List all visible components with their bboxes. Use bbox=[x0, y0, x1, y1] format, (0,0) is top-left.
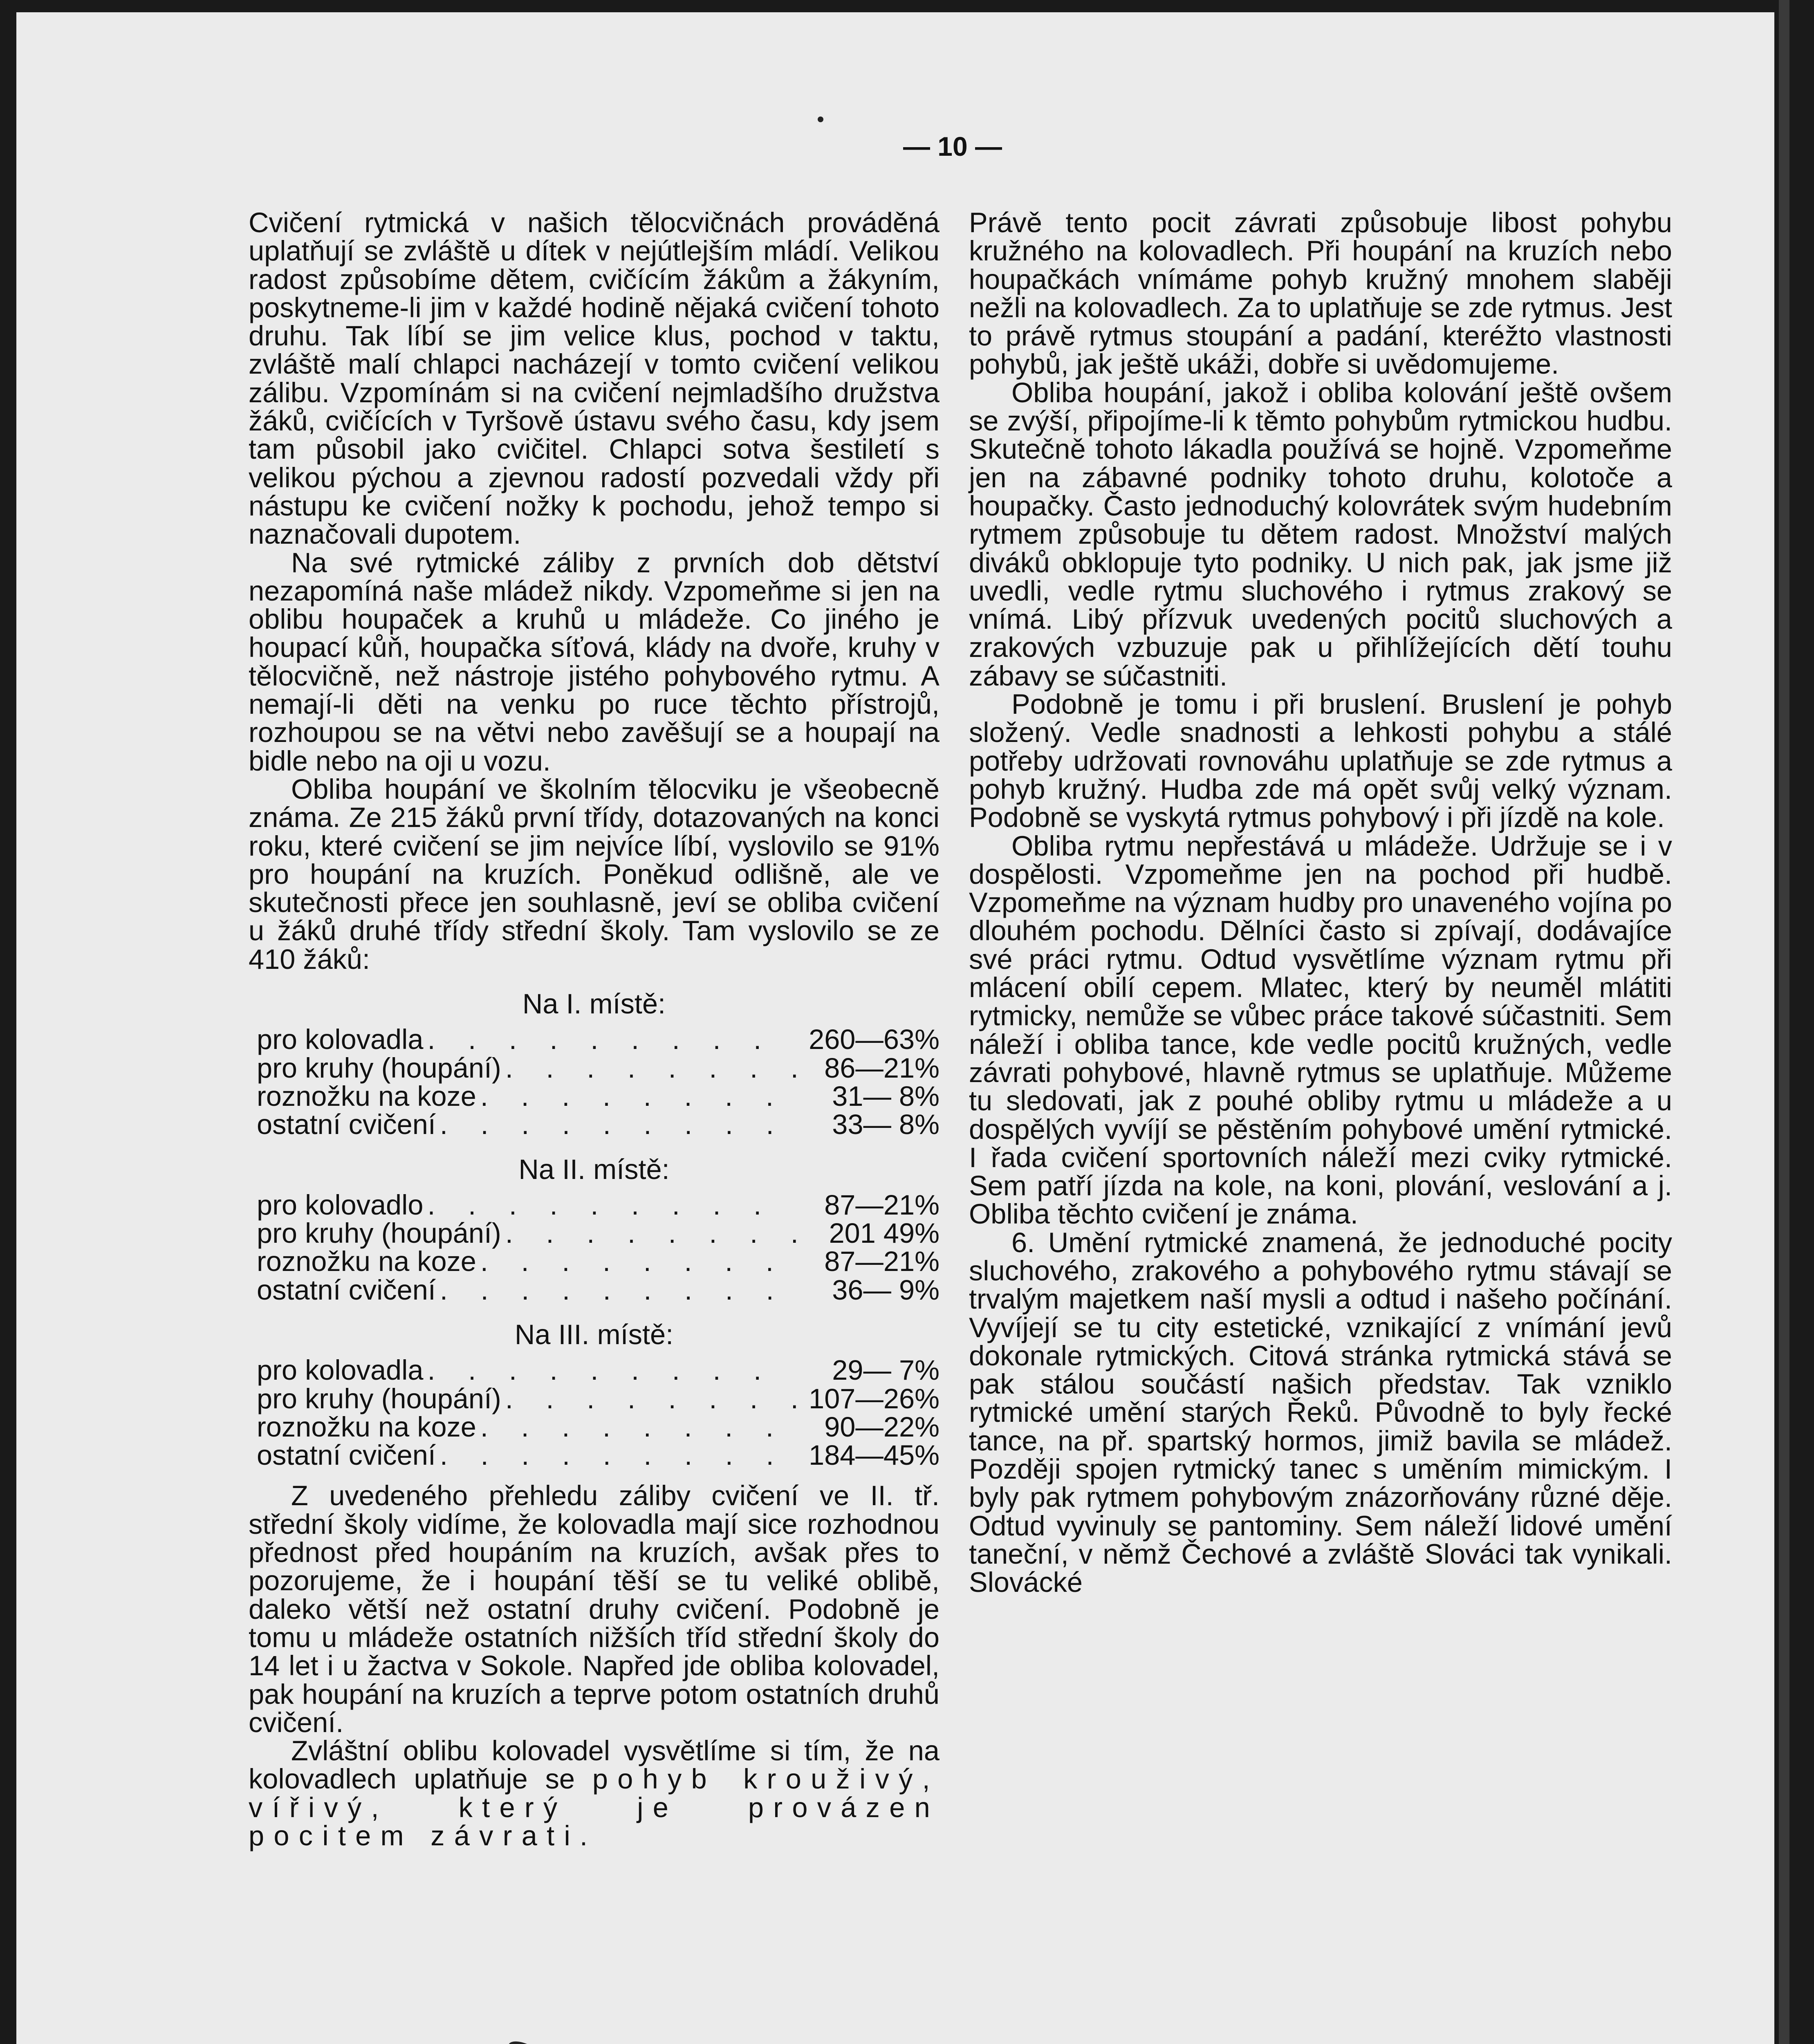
table-row bbox=[257, 1024, 940, 1056]
row-value: 86—21% bbox=[824, 1052, 940, 1084]
paragraph-rhythmic-preferences: Na své rytmické záliby z prvních dob dětství nezapomíná naše mládež nikdy. Vzpomeňme si jen na oblibu houpaček a kruhů u mládeže. Co jiného je houpací kůň, houpačka síťová, klády na dvoře, kruhy v tělocvičně, než nástroje jistého pohybového rytmu. A nemají-li děti na venku po ruce těchto přístrojů, rozhoupou se na větvi nebo zavěšují se a houpají na bidle nebo na oji u vozu. bbox=[249, 547, 940, 777]
paragraph-spinning-intro-text: Zvláštní oblibu kolovadel vysvětlíme si tím, že na kolovadlech uplatňuje se bbox=[249, 1735, 940, 1795]
paragraph-spinning-intro bbox=[249, 1737, 940, 1850]
table-row bbox=[257, 1385, 940, 1413]
row-label: ostatní cvičení bbox=[257, 1274, 436, 1306]
row-value: 201 49% bbox=[829, 1217, 940, 1249]
table-row bbox=[257, 1191, 940, 1219]
paragraph-rhythmic-art: 6. Umění rytmické znamená, že jednoduché pocity sluchového, zrakového a pohybového rytmu stávají se trvalým majetkem naší mysli a odtud i našeho počínání. Vyvíjejí se tu city estetické, vznikající z vnímání jevů dokonale rytmických. Citová stránka rytmická stává se pak stálou součástí našich představ. Tak vzniklo rytmické umění starých Řeků. Původně to byly řecké tance, na př. spartský hormos, jimiž bavila se mládež. Později spojen rytmický tanec s uměním mimickým. I byly pak rytmem pohybovým znázorňovány různé děje. Odtud vyvinuly se pantominy. Sem náleží lidové umění taneční, v němž Čechové a zvláště Slováci tak vynikali. Slovácké bbox=[969, 1226, 1672, 1598]
leader-dots bbox=[427, 1025, 796, 1053]
left-column bbox=[249, 208, 940, 1850]
leader-dots bbox=[440, 1276, 796, 1304]
table-heading-first-place: Na I. místě: bbox=[522, 988, 666, 1020]
row-label: ostatní cvičení bbox=[257, 1109, 436, 1141]
paragraph-adulthood: Obliba rytmu nepřestává u mládeže. Udržuje se i v dospělosti. Vzpomeňme jen na pochod při hudbě. Vzpomeňme na význam hudby pro unaveného vojína po dlouhém pochodu. Dělníci často si zpívají, dodávajíce své práci rytmu. Odtud vysvětlíme význam rytmu při mlácení obilí cepem. Mlatec, který by neuměl mlátiti rytmicky, nemůže se vůbec práce takové súčastniti. Sem náleží i obliba tance, kde vedle pocitů kružných, vedle závrati pohybové, hlavně rytmus se uplatňuje. Můžeme tu sledovati, jak z pouhé obliby rytmu u mládeže a u dospělých vyvíjí se pěstěním pohybové umění rytmické. I řada cvičení sportovních náleží mezi cviky rytmické. Sem patří jízda na kole, na koni, plování, veslování a j. Obliba těchto cvičení je známa. bbox=[969, 830, 1672, 1230]
row-value: 31— 8% bbox=[832, 1080, 940, 1112]
row-label: roznožku na koze bbox=[257, 1246, 476, 1278]
row-label: pro kruhy (houpání) bbox=[257, 1383, 501, 1414]
paragraph-music: Obliba houpání, jakož i obliba kolování ještě ovšem se zvýší, připojíme-li k těmto pohybům rytmickou hudbu. Skutečně tohoto lákadla používá se hojně. Vzpomeňme jen na zábavné podniky tohoto druhu, kolotoče a houpačky. Často jednoduchý kolovrátek svým hudebním rytmem způsobuje tu dětem radost. Množství malých diváků obklopuje tyto podniky. U nich pak, jak jsme již uvedli, vedle rytmu sluchového i rytmus zrakový se vnímá. Libý přízvuk uvedených pocitů sluchových a zrakových vzbuzuje pak u přihlížejících dětí touhu zábavy se súčastniti. bbox=[969, 377, 1672, 692]
table-row bbox=[257, 1356, 940, 1384]
table-heading-second-place: Na II. místě: bbox=[518, 1153, 670, 1185]
row-label: pro kruhy (houpání) bbox=[257, 1052, 501, 1084]
row-label: pro kruhy (houpání) bbox=[257, 1217, 501, 1249]
leader-dots bbox=[440, 1441, 796, 1469]
leader-dots bbox=[427, 1191, 796, 1219]
leader-dots bbox=[480, 1082, 796, 1110]
ink-speck bbox=[818, 117, 823, 122]
table-row bbox=[257, 1246, 940, 1278]
row-value: 260—63% bbox=[809, 1024, 940, 1056]
paragraph-skating: Podobně je tomu i při bruslení. Bruslení je pohyb složený. Vedle snadnosti a lehkosti pohybu a stálé potřeby udržovati rovnováhu uplatňuje se zde rytmus a pohyb kružný. Hudba zde má opět svůj velký význam. Podobně se vyskytá rytmus pohybový i při jízdě na kole. bbox=[969, 688, 1672, 834]
leader-dots bbox=[480, 1247, 796, 1275]
row-label: pro kolovadla bbox=[257, 1354, 424, 1386]
leader-dots bbox=[427, 1356, 796, 1384]
scanned-page bbox=[16, 12, 1774, 2044]
table-heading-third-place: Na III. místě: bbox=[514, 1318, 674, 1350]
paragraph-dizziness: Právě tento pocit závrati způsobuje libost pohybu kružného na kolovadlech. Při houpání na kruzích nebo houpačkách vnímáme pohyb kružný mnohem slaběji nežli na kolovadlech. Za to uplatňuje se zde rytmus. Jest to právě rytmus stoupání a padání, kteréžto vlastnosti pohybů, jak ještě ukáži, dobře si uvědomujeme. bbox=[969, 207, 1672, 380]
row-value: 36— 9% bbox=[832, 1274, 940, 1306]
row-label: roznožku na koze bbox=[257, 1411, 476, 1443]
row-label: pro kolovadlo bbox=[257, 1189, 424, 1221]
leader-dots bbox=[505, 1054, 796, 1082]
paragraph-survey-conclusion: Z uvedeného přehledu záliby cvičení ve II. tř. střední školy vidíme, že kolovadla mají sice rozhodnou přednost před houpáním na kruzích, avšak přes to pozorujeme, že i houpání těší se tu veliké oblibě, daleko větší než ostatní druhy cvičení. Podobně je tomu u mládeže ostatních nižších tříd střední školy do 14 let i u žactva v Sokole. Napřed jde obliba kolovadel, pak houpání na kruzích a teprve potom ostatních druhů cvičení. bbox=[249, 1480, 940, 1738]
row-label: roznožku na koze bbox=[257, 1080, 476, 1112]
row-label: pro kolovadla bbox=[257, 1024, 424, 1056]
table-row bbox=[257, 1082, 940, 1110]
survey-table bbox=[249, 990, 940, 1481]
table-row bbox=[257, 1110, 940, 1139]
table-row bbox=[257, 1441, 940, 1469]
row-value: 90—22% bbox=[824, 1411, 940, 1443]
row-value: 184—45% bbox=[809, 1439, 940, 1471]
row-label: ostatní cvičení bbox=[257, 1439, 436, 1471]
leader-dots bbox=[440, 1110, 796, 1139]
paragraph-swinging-popularity: Obliba houpání ve školním tělocviku je všeobecně známa. Ze 215 žáků první třídy, dotazovaných na konci roku, které cvičení se jim nejvíce líbí, vyslovilo se 91% pro houpání na kruzích. Poněkud odlišně, ale ve skutečnosti přece jen souhlasně, jeví se obliba cvičení u žáků druhé třídy střední školy. Tam vyslovilo se ze 410 žáků: bbox=[249, 773, 940, 975]
ink-speck bbox=[505, 2037, 545, 2044]
row-value: 29— 7% bbox=[832, 1354, 940, 1386]
row-value: 87—21% bbox=[824, 1246, 940, 1278]
row-value: 33— 8% bbox=[832, 1109, 940, 1141]
page-number: — 10 — bbox=[903, 131, 1002, 161]
binding-edge bbox=[1779, 0, 1789, 2044]
paragraph-intro: Cvičení rytmická v našich tělocvičnách prováděná uplatňují se zvláště u dítek v nejútlejším mládí. Velikou radost způsobíme dětem, cvičícím žákům a žákyním, poskytneme-li jim v každé hodině nějaká cvičení tohoto druhu. Tak líbí se jim velice klus, pochod v taktu, zvláště malí chlapci nacházejí v tomto cvičení velikou zálibu. Vzpomínám si na cvičení nejmladšího družstva žáků, cvičících v Tyršově ústavu svého času, kdy jsem tam působil jako cvičitel. Chlapci sotva šestiletí s velikou pýchou a zjevnou radostí pozvedali vždy při nástupu ke cvičení nožky k pochodu, jehož tempo si naznačovali dupotem. bbox=[249, 207, 940, 550]
leader-dots bbox=[505, 1219, 796, 1247]
table-row bbox=[257, 1413, 940, 1441]
row-value: 87—21% bbox=[824, 1189, 940, 1221]
leader-dots bbox=[505, 1385, 796, 1413]
table-row bbox=[257, 1276, 940, 1304]
spaced-emphasis: pohyb krouživý, vířivý, který je provázen pocitem závrati. bbox=[249, 1763, 940, 1852]
table-row bbox=[257, 1054, 940, 1082]
table-row bbox=[257, 1219, 940, 1247]
right-column bbox=[969, 208, 1672, 1597]
row-value: 107—26% bbox=[809, 1383, 940, 1414]
leader-dots bbox=[480, 1413, 796, 1441]
